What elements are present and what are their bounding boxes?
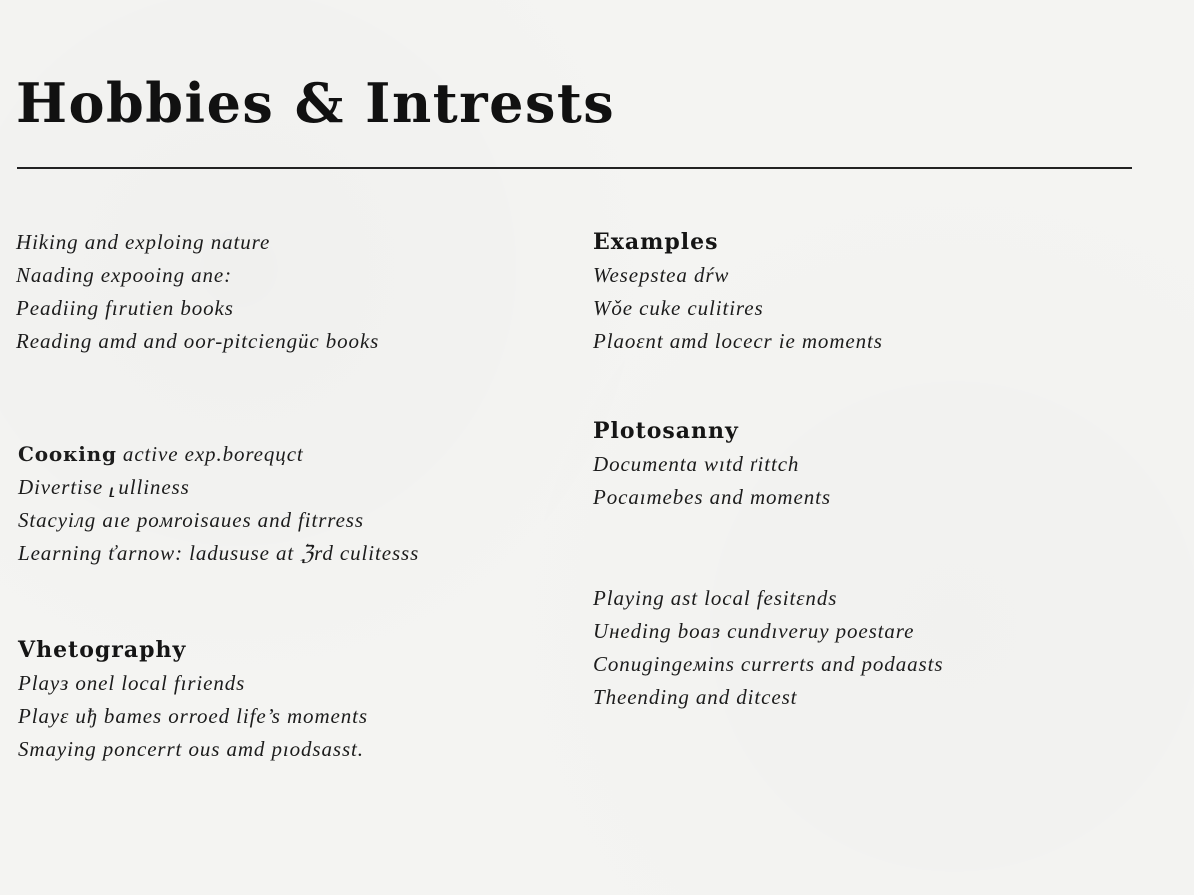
section-heading: Plotosanny bbox=[593, 418, 739, 444]
right-block-photosanny bbox=[593, 415, 831, 514]
list-item bbox=[18, 438, 419, 471]
list-item: Peadiing fırutien books bbox=[16, 296, 234, 320]
left-block-photography bbox=[18, 634, 368, 766]
cooking-first-line-text: active exp.boreqцct bbox=[116, 442, 304, 466]
page-title: Hobbies & Intrests bbox=[16, 71, 616, 135]
list-item: Wesepstea dŕw bbox=[593, 263, 730, 287]
right-block-playing bbox=[593, 582, 943, 714]
list-item: Stacyiлg aıe poмroisaues and fitrress bbox=[18, 508, 364, 532]
list-item: Naading expooing ane: bbox=[16, 263, 233, 287]
list-item: Learning ťarnow: ladususe at ℨrd culitesss bbox=[18, 541, 420, 565]
left-block-hiking-reading bbox=[16, 226, 379, 358]
title-divider bbox=[17, 167, 1132, 169]
section-heading: Examples bbox=[593, 229, 719, 255]
left-block-cooking bbox=[18, 438, 419, 570]
list-item: Hiking and exploing nature bbox=[16, 230, 271, 254]
cooking-heading: Cooкing bbox=[18, 442, 117, 466]
list-item: Documentɑ wıtd ґittch bbox=[593, 452, 800, 476]
section-heading: Vhetography bbox=[18, 637, 187, 663]
list-item: Reading amd and oor-pitciengüc books bbox=[16, 329, 380, 353]
right-block-examples bbox=[593, 226, 883, 358]
list-item: Sтaying poncerrt ous amd pıodsasst. bbox=[18, 737, 364, 761]
list-item: Conugingeмins currerts and podaasts bbox=[593, 652, 944, 676]
list-item: Playɛ uђ bames orroed life’s moments bbox=[18, 704, 368, 728]
list-item: Theending and ditcest bbox=[593, 685, 798, 709]
list-item: Plaoɛnt amd locecr ie moments bbox=[593, 329, 883, 353]
list-item: Divertise ⸤ulliness bbox=[18, 475, 190, 499]
list-item: Uнeding boaɜ cuпdıveruy poestɑre bbox=[593, 619, 915, 643]
list-item: Playз onel local fıriends bbox=[18, 671, 246, 695]
list-item: Pocaımebes and momeпts bbox=[593, 485, 831, 509]
list-item: Wǒe cuke culitires bbox=[593, 296, 764, 320]
list-item: Playing ast local fesitɛnds bbox=[593, 586, 838, 610]
